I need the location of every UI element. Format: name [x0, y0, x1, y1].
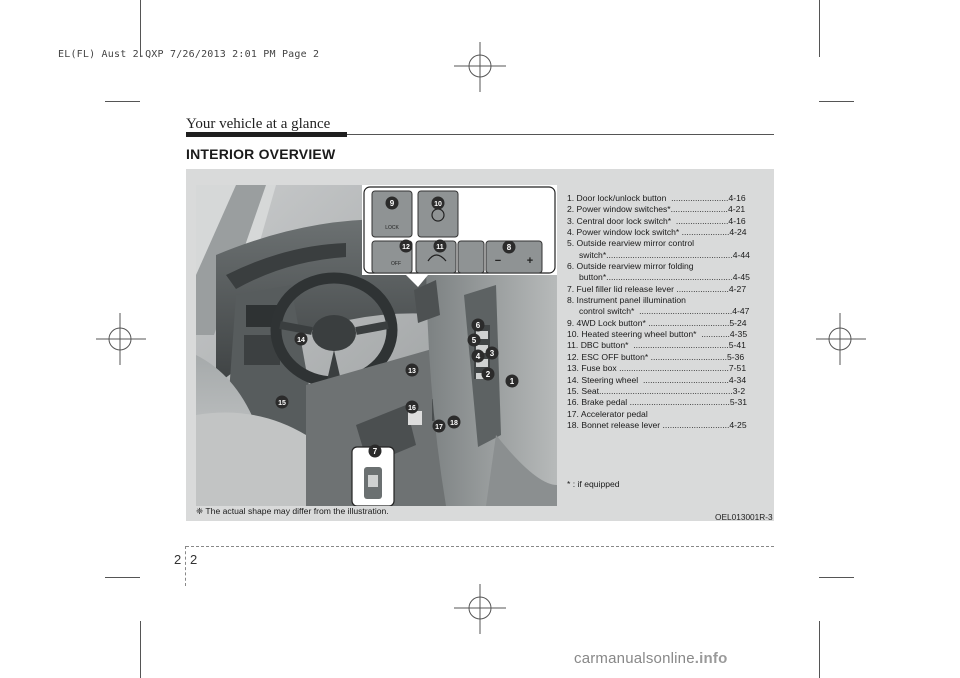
- footer-divider: [185, 546, 186, 586]
- svg-text:15: 15: [278, 400, 286, 407]
- callout-8: [503, 241, 516, 254]
- callout-5: [468, 334, 481, 347]
- watermark-text: carmanualsonline: [574, 650, 695, 667]
- legend-item: 8. Instrument panel illumination: [567, 295, 686, 306]
- svg-text:12: 12: [402, 244, 410, 251]
- callout-15: [276, 396, 289, 409]
- legend-item: 14. Steering wheel ....................................4-34: [567, 374, 747, 385]
- legend-item: 16. Brake pedal ..........................................5-31: [567, 397, 748, 408]
- callout-14: [295, 333, 308, 346]
- callout-9: [386, 197, 399, 210]
- legend-item: 1. Door lock/unlock button ........................4-16: [567, 193, 746, 203]
- footer-rule: [186, 546, 774, 547]
- callout-3: [486, 347, 499, 360]
- svg-text:8: 8: [506, 243, 512, 252]
- legend-item: switch*.....................................................4-44: [567, 249, 750, 260]
- legend-item: 13. Fuse box ..............................................7-51: [567, 363, 747, 374]
- interior-drawing: [196, 185, 557, 506]
- legend-item: 7. Fuel filler lid release lever ......................4-27: [567, 283, 747, 294]
- svg-text:6: 6: [475, 321, 481, 330]
- switch-label-minus: −: [494, 255, 502, 267]
- callout-12: [400, 240, 413, 253]
- legend-item: 2. Power window switches*........................4-21: [567, 204, 746, 215]
- svg-text:13: 13: [408, 368, 416, 375]
- watermark-suffix: .info: [694, 650, 728, 667]
- svg-text:9: 9: [389, 199, 395, 208]
- svg-text:2: 2: [485, 370, 491, 379]
- svg-text:5: 5: [471, 336, 477, 345]
- legend-item: 12. ESC OFF button* ................................5-36: [567, 351, 745, 362]
- legend-item: 6. Outside rearview mirror folding: [567, 261, 694, 272]
- callout-7: [369, 445, 382, 458]
- page-title: INTERIOR OVERVIEW: [186, 146, 336, 162]
- switch-label-off: OFF: [391, 261, 401, 267]
- switch-label-lock: LOCK: [385, 225, 399, 231]
- svg-text:18: 18: [450, 420, 458, 427]
- svg-text:4: 4: [475, 352, 481, 361]
- legend-item: button*.....................................................4-45: [567, 272, 750, 283]
- callout-18: [448, 416, 461, 429]
- chapter-number: 2: [174, 552, 182, 567]
- legend-item: 11. DBC button* ........................................5-41: [567, 340, 746, 351]
- print-header: EL(FL) Aust 2.QXP 7/26/2013 2:01 PM Page 2: [58, 49, 320, 60]
- callout-6: [472, 319, 485, 332]
- heading-rule: [186, 132, 347, 137]
- site-watermark: [574, 650, 727, 667]
- legend-item: 5. Outside rearview mirror control: [567, 238, 695, 249]
- callout-2: [482, 368, 495, 381]
- legend-item: 18. Bonnet release lever ............................4-25: [567, 419, 747, 430]
- page-number: 2: [190, 552, 198, 567]
- legend-item: 3. Central door lock switch* ......................4-16: [567, 215, 746, 226]
- legend-item: 9. 4WD Lock button* ..................................5-24: [567, 317, 747, 328]
- callout-11: [434, 240, 447, 253]
- legend-item: control switch* .......................................4-47: [567, 306, 750, 317]
- interior-illustration: [196, 185, 557, 506]
- callout-10: [432, 197, 445, 210]
- legend-item: 17. Accelerator pedal: [567, 408, 648, 419]
- figure-code: OEL013001R-3: [715, 512, 773, 522]
- svg-text:17: 17: [435, 424, 443, 431]
- component-legend: [567, 193, 767, 431]
- callout-17: [433, 420, 446, 433]
- legend-item: 15. Seat........................................................3-2: [567, 385, 746, 396]
- illustration-disclaimer: ❈ The actual shape may differ from the illustration.: [196, 506, 389, 516]
- svg-text:14: 14: [297, 337, 305, 344]
- svg-text:10: 10: [434, 201, 442, 208]
- callout-4: [472, 350, 485, 363]
- heading-rule-thin: [347, 134, 774, 135]
- svg-text:3: 3: [489, 349, 495, 358]
- section-heading: Your vehicle at a glance: [186, 116, 331, 132]
- svg-text:11: 11: [436, 244, 444, 251]
- switch-label-plus: +: [526, 255, 534, 267]
- callout-13: [406, 364, 419, 377]
- legend-item: 4. Power window lock switch* ....................4-24: [567, 227, 747, 238]
- callout-1: [506, 375, 519, 388]
- equipment-footnote: * : if equipped: [567, 479, 620, 489]
- svg-text:7: 7: [372, 447, 378, 456]
- legend-item: 10. Heated steering wheel button* ............4-35: [567, 329, 748, 340]
- svg-text:1: 1: [509, 377, 515, 386]
- svg-text:16: 16: [408, 405, 416, 412]
- callout-16: [406, 401, 419, 414]
